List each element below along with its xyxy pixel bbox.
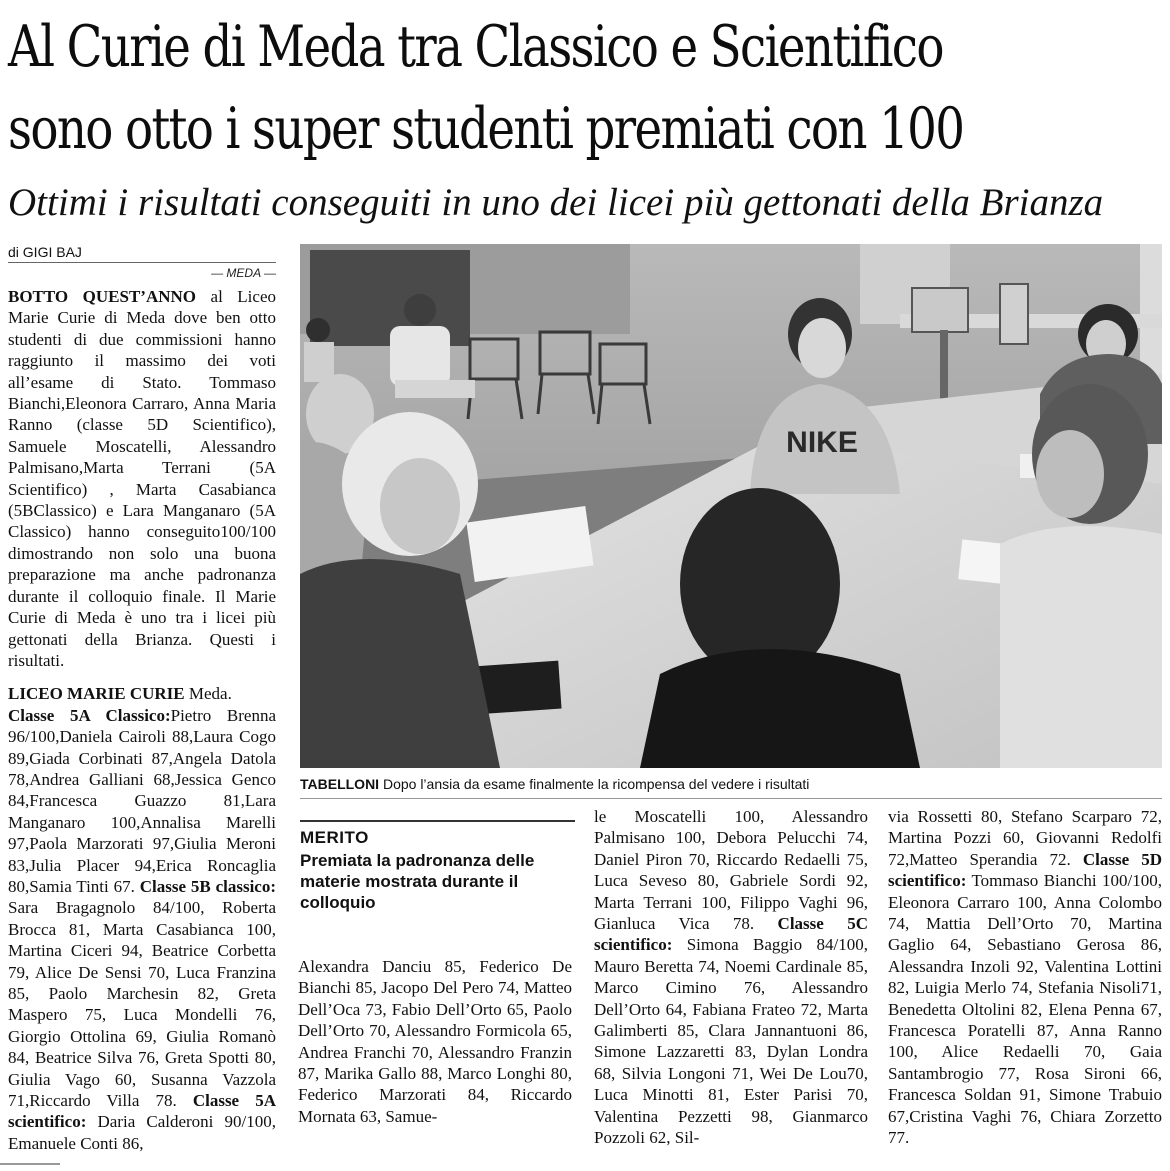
class-5a-scientifico-text-1: Daria Calderoni 90/100, Emanuele Conti 86,: [8, 1112, 276, 1153]
class-5a-scientifico-heading: Classe 5A scientifico:: [8, 1091, 276, 1132]
byline-rule: [8, 262, 276, 263]
caption-text: Dopo l’ansia da esame finalmente la ricompensa del vedere i risultati: [379, 776, 810, 792]
computer-monitor: [912, 288, 968, 332]
class-5a-scientifico-text-3: le Moscatelli 100, Alessandro Palmisano 100, Debora Pelucchi 74, Daniel Piron 70, Riccardo Redaelli 75, Luca Seveso 80, Gabriele Sordi 92, Marta Terrani 100, Filippo Vaghi 96, Gianluca Vica 78.: [594, 807, 868, 934]
results-paragraph: [8, 683, 276, 1154]
merito-text: Premiata la padronanza delle materie mostrata durante il colloquio: [300, 851, 535, 912]
column-4-paragraph: [888, 806, 1162, 1149]
intro-lead: BOTTO QUEST’ANNO: [8, 287, 197, 306]
merito-box: [300, 820, 575, 913]
intro-paragraph: [8, 286, 276, 671]
headline-line-1: Al Curie di Meda tra Classico e Scientifico: [8, 14, 943, 80]
class-5a-classico-text: Pietro Brenna 96/100,Daniela Cairoli 88,Laura Cogo 89,Giada Corbinati 87,Angela Datola 78,Andrea Galliani 68,Jessica Genco 84,Francesca Guazzo 81,Lara Manganaro 100,Annalisa Marelli 97,Paola Marzorati 97,Giulia Meroni 83,Julia Placer 94,Erica Roncaglia 80,Samia Tinti 67.: [8, 705, 276, 896]
class-5c-scientifico-heading: Classe 5C scientifico:: [594, 914, 868, 955]
class-5d-scientifico-text: Tommaso Bianchi 100/100, Eleonora Carraro 100, Anna Colombo 74, Mattia Dell’Orto 70, Martina Gaglio 64, Sebastiano Gerosa 86, Alessandra Inzoli 92, Valentina Lottini 82, Luigia Merlo 74, Stefania Nisoli71, Benedetta Oltolini 82, Elena Penna 67, Francesca Poratelli 87, Anna Ranno 100, Alice Redaelli 70, Gaia Santambrogio 77, Rosa Sironi 66, Francesca Soldan 91, Simone Trabuio 67,Cristina Vaghi 76, Chiara Zorzetto 77.: [888, 871, 1162, 1148]
column-3-paragraph: [594, 806, 868, 1149]
dateline: — MEDA —: [211, 266, 276, 280]
caption-label: TABELLONI: [300, 776, 380, 792]
exam-photo: [300, 244, 1162, 768]
exam-photo-illustration: [300, 244, 1162, 768]
shirt-text: NIKE: [786, 426, 858, 459]
results-lead-after: Meda.: [184, 684, 232, 704]
article-column-4: [888, 806, 1162, 1149]
intro-text: al Liceo Marie Curie di Meda dove ben otto studenti di due commissioni hanno raggiunto il massimo dei voti all’esame di Stato. Tommaso Bianchi,Eleonora Carraro, Anna Maria Ranno (classe 5D Scientifico), Samuele Moscatelli, Alessandro Palmisano,Marta Terrani (5A Scientifico) , Marta Casabianca (5BClassico) e Lara Manganaro (5A Classico) hanno conseguito100/100 dimostrando non solo una buona preparazione ma anche padronanza durante il colloquio finale. Il Marie Curie di Meda è uno tra i licei più gettonati della Brianza. Questi i risultati.: [8, 287, 276, 670]
article-column-3: [594, 806, 868, 1149]
article-column-1: [8, 286, 276, 1154]
class-5c-scientifico-text-2: via Rossetti 80, Stefano Scarparo 72, Martina Pozzi 60, Giovanni Redolfi 72,Matteo Sperandia 72.: [888, 807, 1162, 869]
class-5c-scientifico-text-1: Simona Baggio 84/100, Mauro Beretta 74, Noemi Cardinale 85, Marco Cimino 76, Alessandro Dell’Orto 64, Fabiana Frateo 72, Marta Galimberti 85, Clara Jannantuoni 86, Simone Lazzaretti 83, Dylan Londra 68, Silvia Longoni 71, Wei De Lou70, Luca Minotti 81, Ester Parisi 70, Valentina Pezzetti 98, Gianmarco Pozzoli 62, Sil-: [594, 935, 868, 1148]
class-5b-classico-heading: Classe 5B classico:: [139, 876, 277, 896]
caption-rule: [300, 798, 1162, 799]
merito-label: MERITO: [300, 828, 369, 847]
page-edge-mark: [0, 1163, 60, 1165]
merito-rule: [300, 820, 575, 822]
subtitle: Ottimi i risultati conseguiti in uno dei licei più gettonati della Brianza: [8, 181, 1104, 224]
class-5a-scientifico-text-2: Alexandra Danciu 85, Federico De Bianchi 85, Jacopo Del Pero 74, Matteo Dell’Oca 73, Fabio Dell’Orto 65, Paolo Dell’Orto 70, Alessandro Formicola 65, Andrea Franchi 70, Alessandro Franzin 87, Marika Gallo 88, Marco Longhi 80, Federico Marzorati 84, Riccardo Mornata 63, Samue-: [298, 957, 572, 1126]
article-column-2: [298, 956, 572, 1127]
photo-caption: [300, 776, 1162, 792]
byline: di GIGI BAJ: [8, 244, 82, 260]
class-5b-classico-text: Sara Bragagnolo 84/100, Roberta Brocca 81, Marta Casabianca 100, Martina Ciceri 94, Beatrice Corbetta 79, Alice De Sensi 70, Luca Franzina 85, Paolo Marchesin 82, Greta Maspero 75, Luca Mondelli 76, Giorgio Ottolina 69, Giulia Romanò 84, Beatrice Silva 76, Greta Spotti 80, Giulia Vago 60, Susanna Vazzola 71,Riccardo Villa 78.: [8, 898, 276, 1111]
class-5d-scientifico-heading: Classe 5D scientifico:: [888, 849, 1162, 891]
class-5a-classico-heading: Classe 5A Classico:: [8, 705, 171, 725]
results-lead: LICEO MARIE CURIE: [8, 684, 185, 704]
headline-line-2: sono otto i super studenti premiati con 100: [8, 96, 964, 162]
